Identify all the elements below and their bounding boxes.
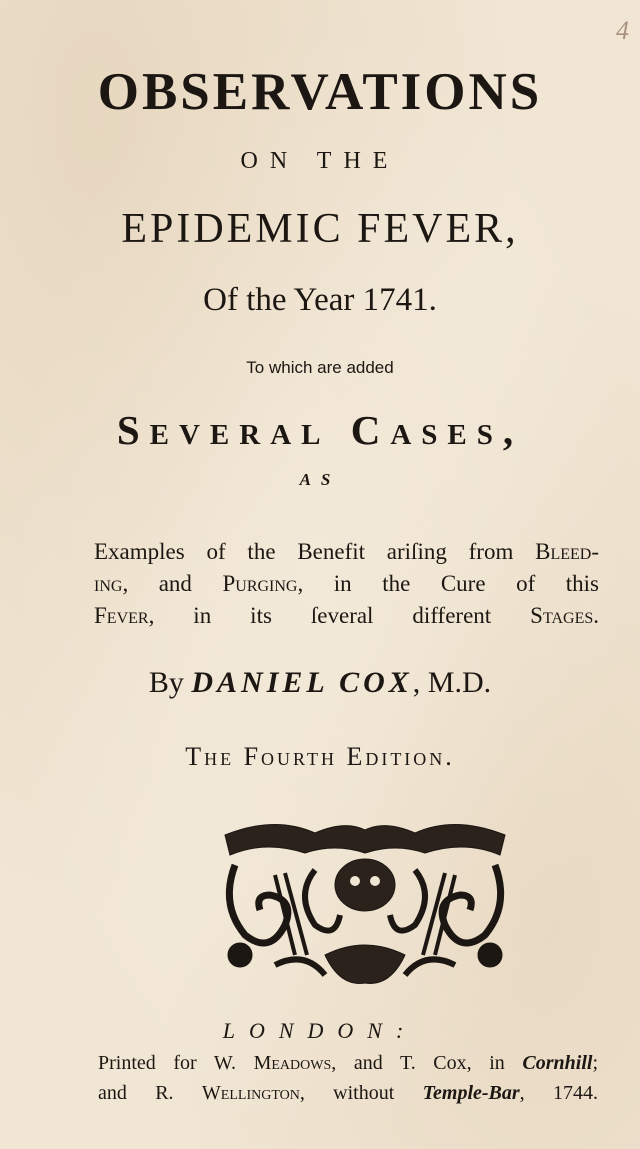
title-year-line: Of the Year 1741.	[203, 282, 437, 318]
description-text: , and	[122, 571, 223, 596]
imprint-line-1	[98, 1048, 598, 1078]
imprint-line-2	[98, 1078, 598, 1108]
page-number: 4	[616, 16, 629, 45]
imprint-italic: Cornhill	[522, 1052, 593, 1074]
description-line-1	[94, 536, 599, 568]
description-smallcaps: Stages.	[530, 603, 599, 628]
description-smallcaps: ing	[94, 571, 123, 596]
author-by: By	[148, 666, 192, 699]
added-line: To which are added	[246, 358, 394, 377]
description-line-3	[94, 600, 599, 632]
imprint-text: , without	[299, 1082, 423, 1104]
author-degree: , M.D.	[412, 666, 492, 699]
description-text: , in its ſeveral different	[148, 603, 531, 628]
imprint-text: , 1744.	[519, 1082, 599, 1104]
imprint-city: LONDON:	[222, 1018, 418, 1043]
imprint-text: Printed for W.	[98, 1052, 254, 1074]
several-cases-heading: Several Cases,	[116, 407, 524, 453]
description-smallcaps: Fever	[94, 603, 149, 628]
description-smallcaps: Bleed-	[535, 539, 599, 564]
imprint-text: ;	[592, 1052, 598, 1074]
imprint-text: , and T. Cox, in	[331, 1052, 523, 1074]
imprint-smallcaps: Meadows	[253, 1052, 332, 1074]
author-name: DANIEL COX	[191, 666, 413, 699]
edition-line: The Fourth Edition.	[185, 742, 455, 771]
title-observations: OBSERVATIONS	[97, 63, 543, 121]
author-line	[0, 666, 640, 700]
floral-ornament-icon	[215, 815, 515, 990]
title-on-the: ON THE	[240, 148, 400, 174]
description-text: , in the Cure of this	[297, 571, 599, 596]
as-line: AS	[299, 470, 341, 489]
imprint-italic: Temple-Bar	[422, 1082, 520, 1104]
description-smallcaps: Purging	[222, 571, 298, 596]
description-text: Examples of the Benefit ariſing from	[94, 539, 536, 564]
imprint-smallcaps: Wellington	[201, 1082, 300, 1104]
title-epidemic-fever: EPIDEMIC FEVER,	[121, 206, 519, 252]
description-line-2	[94, 568, 599, 600]
imprint-text: and R.	[98, 1082, 202, 1104]
